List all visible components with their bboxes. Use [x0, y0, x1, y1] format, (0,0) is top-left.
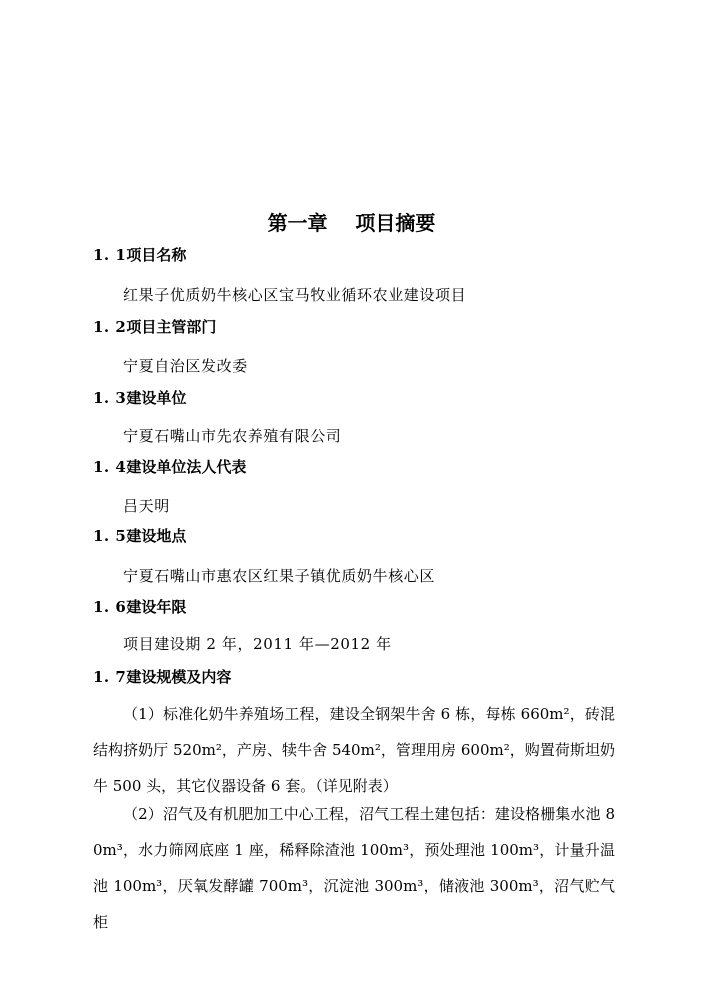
section-number: 1. 3 — [93, 389, 127, 407]
section-content: 宁夏石嘴山市惠农区红果子镇优质奶牛核心区 — [123, 567, 436, 585]
section-title: 建设地点 — [126, 527, 187, 545]
section-heading — [93, 596, 186, 617]
section-title: 项目名称 — [126, 246, 187, 264]
section-title: 建设年限 — [126, 598, 187, 616]
section-number: 1. 1 — [93, 246, 127, 264]
paragraph-biogas: （2）沼气及有机肥加工中心工程，沼气工程土建包括：建设格栅集水池 80m³，水力筛网底座 1 座，稀释除渣池 100m³，预处理池 100m³，计量升温池 100m³，厌氧发酵罐 700m³，沉淀池 300m³，储液池 300m³，沼气贮气柜 — [93, 805, 615, 931]
section-heading — [93, 316, 216, 337]
section-heading — [93, 387, 186, 408]
section-title: 建设单位 — [126, 389, 187, 407]
section-heading — [93, 456, 246, 477]
section-title: 项目主管部门 — [126, 318, 217, 336]
section-number: 1. 5 — [93, 527, 127, 545]
section-number: 1. 2 — [93, 318, 127, 336]
section-heading — [93, 525, 186, 546]
section-number: 1. 7 — [93, 668, 127, 686]
section-number: 1. 4 — [93, 458, 127, 476]
section-content: 宁夏自治区发改委 — [123, 357, 248, 375]
section-heading — [93, 244, 186, 265]
section-content: 项目建设期 2 年，2011 年—2012 年 — [123, 635, 392, 653]
section-content: 吕天明 — [123, 497, 170, 515]
section-title: 建设规模及内容 — [126, 668, 232, 686]
section-content: 宁夏石嘴山市先农养殖有限公司 — [123, 427, 342, 445]
section-number: 1. 6 — [93, 598, 127, 616]
chapter-title: 第一章 项目摘要 — [267, 211, 436, 235]
section-heading — [93, 666, 231, 687]
section-title: 建设单位法人代表 — [126, 458, 247, 476]
section-content: 红果子优质奶牛核心区宝马牧业循环农业建设项目 — [123, 286, 467, 304]
paragraph-livestock: （1）标准化奶牛养殖场工程，建设全钢架牛舍 6 栋，每栋 660m²，砖混结构挤奶厅 520m²，产房、犊牛舍 540m²，管理用房 600m²，购置荷斯坦奶牛 500 头，其它仪器设备 6 套。（详见附表） — [93, 705, 615, 795]
